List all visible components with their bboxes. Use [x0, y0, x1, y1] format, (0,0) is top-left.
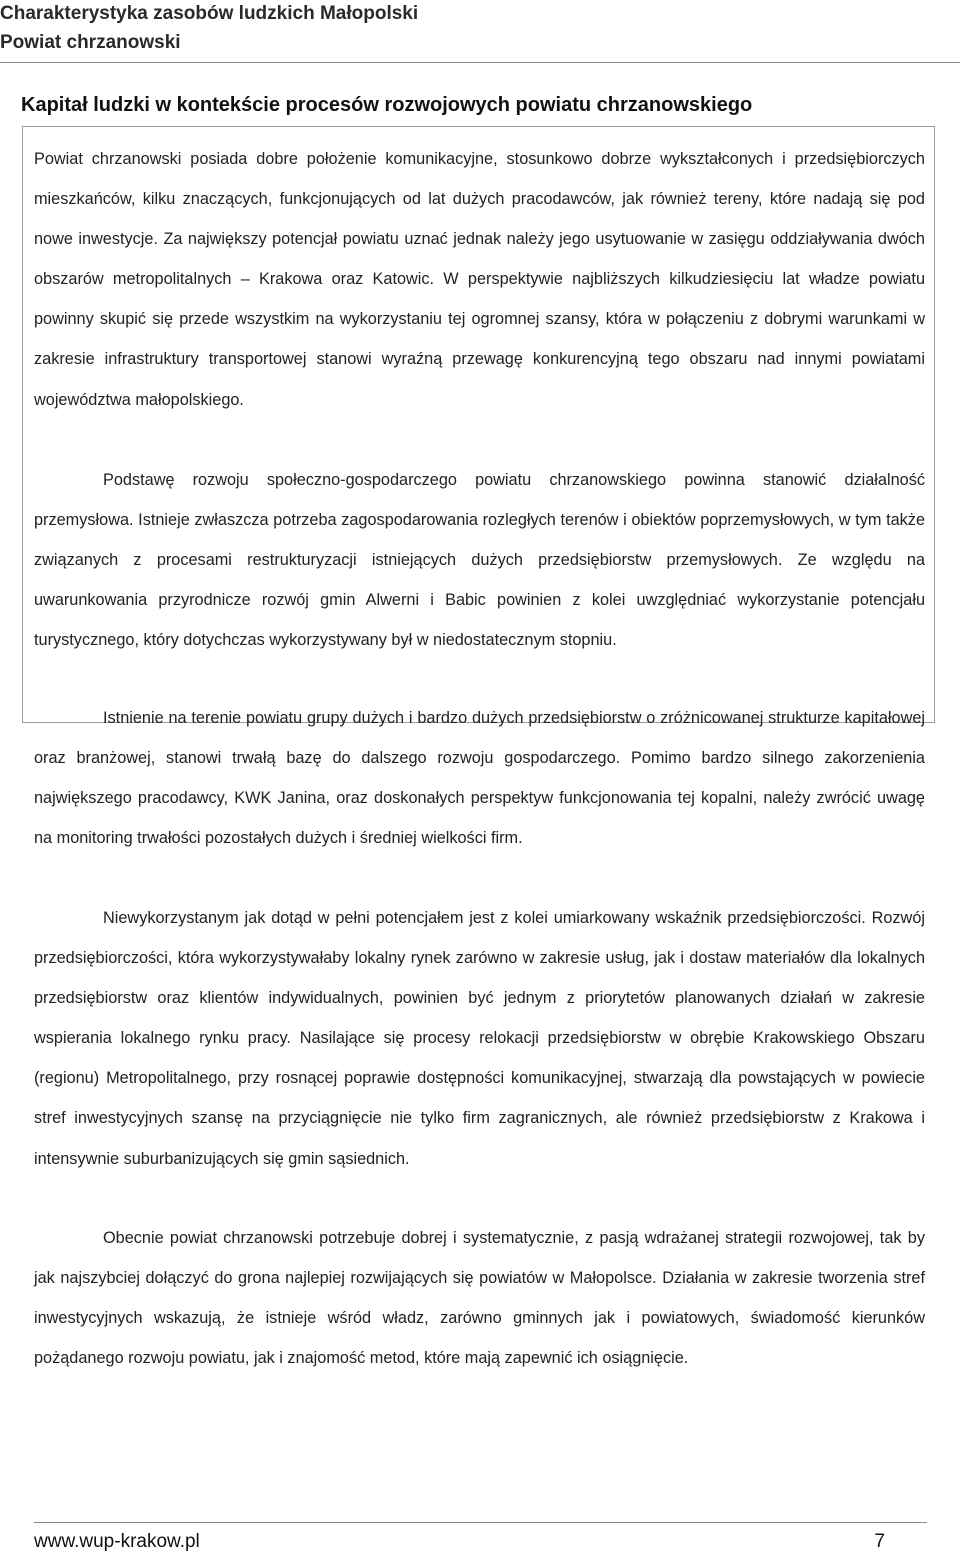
paragraph-industry: Podstawę rozwoju społeczno-gospodarczego powiatu chrzanowskiego powinna stanowić działalność przemysłowa. Istnieje zwłaszcza potrzeba zagospodarowania rozległych terenów i obiektów poprzemysłowych, w tym także związanych z procesami restrukturyzacji istniejących dużych przedsiębiorstw przemysłowych. Ze względu na uwarunkowania przyrodnicze rozwój gmin Alwerni i Babic powinien z kolei uwzględniać wykorzystanie potencjału turystycznego, który dotychczas wykorzystywany był w niedostatecznym stopniu. — [34, 471, 925, 650]
paragraph-strategy: Obecnie powiat chrzanowski potrzebuje dobrej i systematycznie, z pasją wdrażanej strategii rozwojowej, tak by jak najszybciej dołączyć do grona najlepiej rozwijających się powiatów w Małopolsce. Działania w zakresie tworzenia stref inwestycyjnych wskazują, że istnieje wśród władz, zarówno gminnych jak i powiatowych, świadomość kierunków pożądanego rozwoju powiatu, jak i znajomość metod, które mają zapewnić ich osiągnięcie. — [34, 1229, 925, 1368]
paragraph-potential: Powiat chrzanowski posiada dobre położenie komunikacyjne, stosunkowo dobrze wykształconych i przedsiębiorczych mieszkańców, kilku znaczących, funkcjonujących od lat dużych pracodawców, jak również tereny, które nadają się pod nowe inwestycje. Za największy potencjał powiatu uznać jednak należy jego usytuowanie w zasięgu oddziaływania dwóch obszarów metropolitalnych – Krakowa oraz Katowic. W perspektywie najbliższych kilkudziesięciu lat władze powiatu powinny skupić się przede wszystkim na wykorzystaniu tej ogromnej szansy, która w połączeniu z dobrymi warunkami w zakresie infrastruktury transportowej stanowi wyraźną przewagę konkurencyjną tego obszaru nad innymi powiatami województwa małopolskiego. — [34, 150, 925, 409]
paragraph-enterprises: Istnienie na terenie powiatu grupy dużych i bardzo dużych przedsiębiorstw o zróżnicowanej strukturze kapitałowej oraz branżowej, stanowi trwałą bazę do dalszego rozwoju gospodarczego. Pomimo bardzo silnego zakorzenienia największego pracodawcy, KWK Janina, oraz doskonałych perspektyw funkcjonowania tej kopalni, należy zwrócić uwagę na monitoring trwałości pozostałych dużych i średniej wielkości firm. — [34, 709, 925, 848]
header-divider — [0, 62, 960, 63]
running-header-title: Charakterystyka zasobów ludzkich Małopolski — [0, 3, 419, 24]
footer-website: www.wup-krakow.pl — [34, 1531, 200, 1552]
page-number: 7 — [874, 1531, 885, 1552]
footer-divider — [34, 1522, 927, 1523]
paragraph-entrepreneurship: Niewykorzystanym jak dotąd w pełni potencjałem jest z kolei umiarkowany wskaźnik przedsiębiorczości. Rozwój przedsiębiorczości, która wykorzystywałaby lokalny rynek zarówno w zakresie usług, jak i dostaw materiałów dla lokalnych przedsiębiorstw oraz klientów indywidualnych, powinien być jednym z priorytetów planowanych działań w zakresie wspierania lokalnego rynku pracy. Nasilające się procesy relokacji przedsiębiorstw w obrębie Krakowskiego Obszaru (regionu) Metropolitalnego, przy rosnącej poprawie dostępności komunikacyjnej, stwarzają dla powstających w powiecie stref inwestycyjnych szansę na przyciągnięcie nie tylko firm zagranicznych, ale również przedsiębiorstw z Krakowa i intensywnie suburbanizujących się gmin sąsiednich. — [34, 909, 925, 1168]
section-heading: Kapitał ludzki w kontekście procesów rozwojowych powiatu chrzanowskiego — [21, 94, 753, 116]
running-header-subtitle: Powiat chrzanowski — [0, 32, 181, 53]
